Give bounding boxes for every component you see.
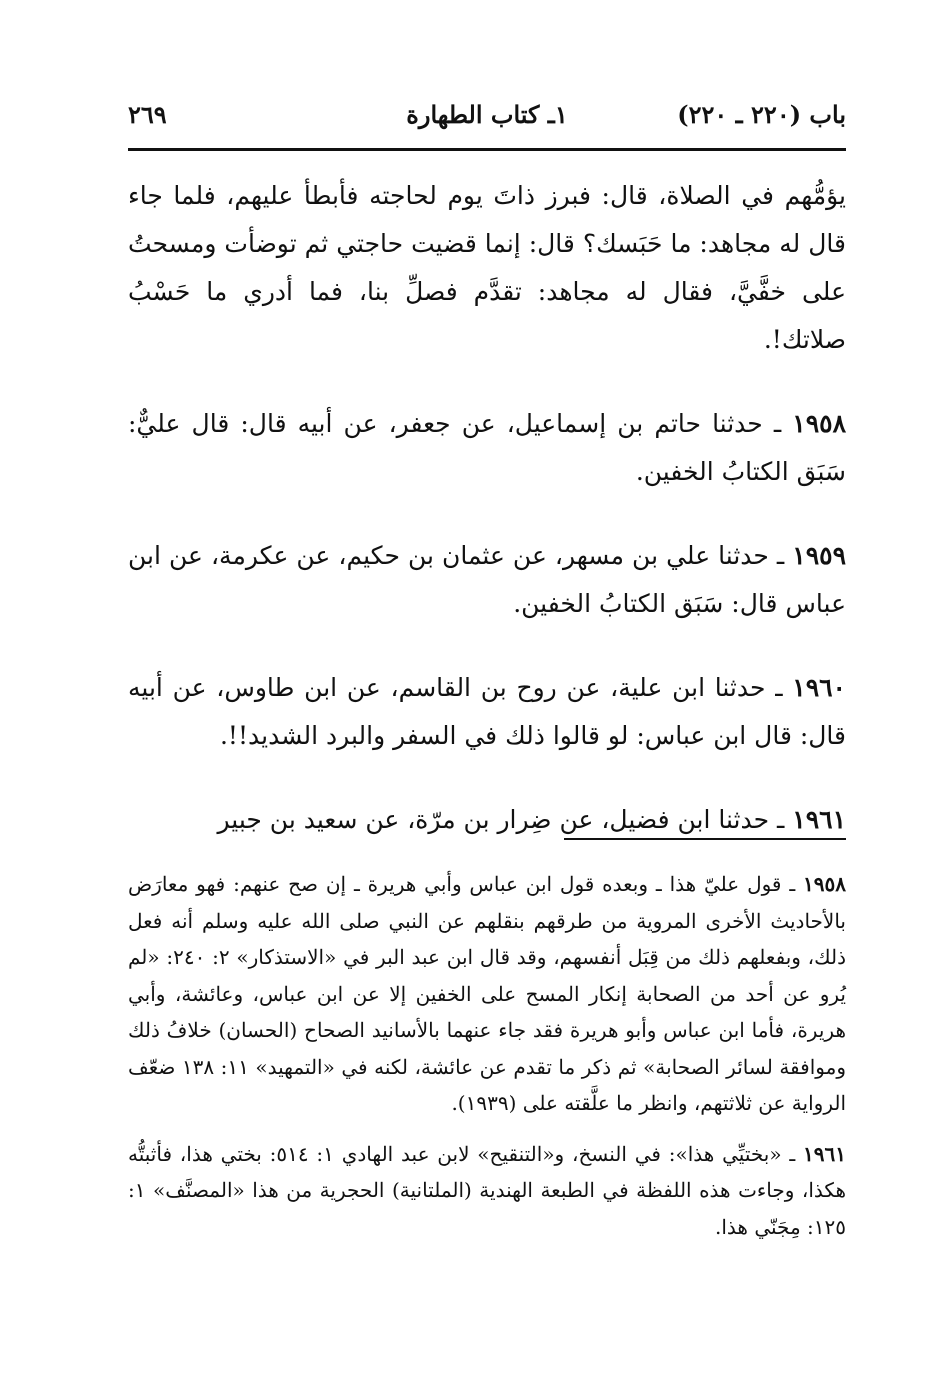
running-header [128,96,846,140]
footnote-number: ١٩٥٨ [803,872,846,896]
main-text [128,172,846,880]
page-number: ٢٦٩ [128,100,167,129]
chapter-heading: باب (٢٢٠ ـ ٢٢٠) [677,100,846,129]
hadith-text: ـ حدثنا علي بن مسهر، عن عثمان بن حكيم، عن عكرمة، عن ابن عباس قال: سَبَق الكتابُ الخفين. [128,541,846,618]
continuation-paragraph: يؤمُّهم في الصلاة، قال: فبرز ذاتَ يوم لحاجته فأبطأ عليهم، فلما جاء قال له مجاهد: ما حَبَسك؟ قال: إنما قضيت حاجتي ثم توضأت ومسحتُ على خفَّيَّ، فقال له مجاهد: تقدَّم فصلِّ بنا، فما أدري ما حَسْبُ صلاتك!. [128,181,846,354]
hadith-text: ـ حدثنا حاتم بن إسماعيل، عن جعفر، عن أبيه قال: قال عليٌّ: سَبَق الكتابُ الخفين. [128,409,846,486]
footnote [128,1136,846,1246]
hadith-paragraph [128,532,846,628]
hadith-number: ١٩٦٠ [792,673,846,702]
footnotes [128,866,846,1259]
footnote-number: ١٩٦١ [803,1141,847,1166]
hadith-number: ١٩٥٨ [792,409,846,438]
hadith-paragraph [128,796,846,844]
hadith-paragraph [128,664,846,760]
footnote [128,866,846,1122]
hadith-number: ١٩٥٩ [792,541,846,570]
footnote-text: ـ قول عليّ هذا ـ وبعده قول ابن عباس وأبي هريرة ـ إن صح عنهم: فهو معارَض بالأحاديث الأخرى المروية من طرقهم بنقلهم عن النبي صلى الله عليه وسلم أنه فعل ذلك، وبفعلهم ذلك من قِبَل أنفسهم، وقد قال ابن عبد البر في «الاستذكار» ٢: ٢٤٠: «لم يُرو عن أحد من الصحابة إنكار المسح على الخفين إلا عن ابن عباس، وعائشة، وأبي هريرة، فأما ابن عباس وأبو هريرة فقد جاء عنهما بالأسانيد الصحاح (الحسان) خلافُ ذلك وموافقة لسائر الصحابة» ثم ذكر ما تقدم عن عائشة، لكنه في «التمهيد» ١١: ١٣٨ ضعّف الرواية عن ثلاثتهم، وانظر ما علَّقته على (١٩٣٩). [128,872,846,1115]
footnote-separator [564,838,846,840]
hadith-number: ١٩٦١ [792,805,846,834]
hadith-text: ـ حدثنا ابن علية، عن روح بن القاسم، عن ابن طاوس، عن أبيه قال: قال ابن عباس: لو قالوا ذلك في السفر والبرد الشديد!!. [128,673,846,750]
footnote-text: ـ «بختيِّي هذا»: في النسخ، و«التنقيح» لابن عبد الهادي ١: ٥١٤: بختي هذا، فأثبتُّه هكذا، وجاءت هذه اللفظة في الطبعة الهندية (الملتانية) الحجرية من هذا «المصنَّف» ١: ١٢٥: مِجَنّي هذا. [128,1141,846,1239]
hadith-text: ـ حدثنا ابن فضيل، عن ضِرار بن مرّة، عن سعيد بن جبير [217,805,785,834]
book-title: ١ـ كتاب الطهارة [406,100,568,129]
hadith-paragraph [128,400,846,496]
header-rule [128,148,846,151]
